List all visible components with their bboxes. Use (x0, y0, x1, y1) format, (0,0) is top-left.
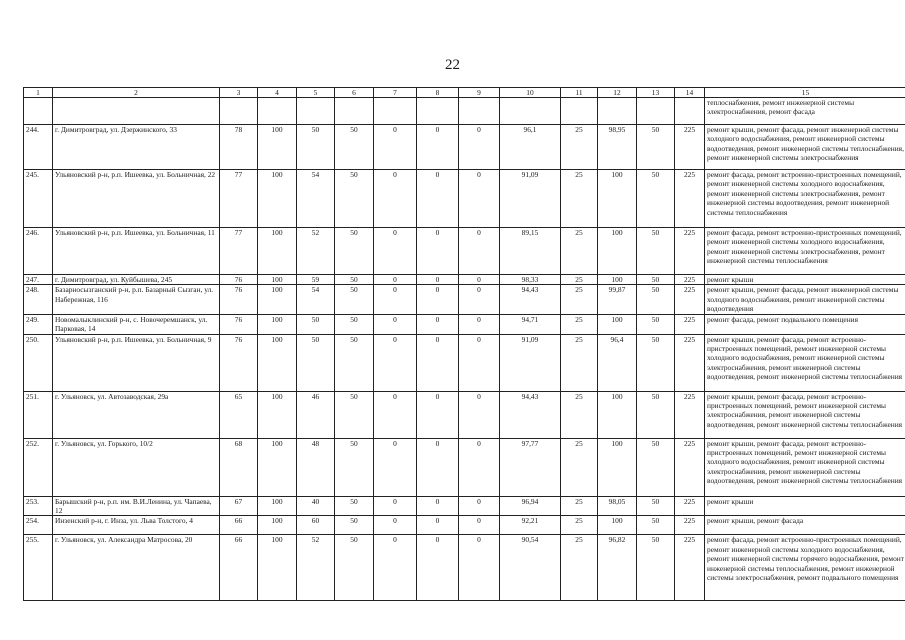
value-cell-col-5: 54 (297, 285, 335, 314)
value-cell-col-3: 76 (220, 285, 258, 314)
value-cell-col-5: 52 (297, 228, 335, 275)
value-cell-col-4: 100 (258, 170, 297, 228)
value-cell-col-8: 0 (417, 314, 459, 334)
page-number: 22 (445, 57, 460, 73)
column-header-1: 1 (24, 88, 53, 98)
value-cell-col-5: 60 (297, 516, 335, 535)
table-row (24, 285, 905, 314)
value-cell-col-7: 0 (374, 496, 417, 516)
value-cell-col-8: 0 (417, 334, 459, 391)
column-header-11: 11 (561, 88, 598, 98)
value-cell-col-14: 225 (675, 516, 705, 535)
address-cell: г. Ульяновск, ул. Автозаводская, 29а (53, 391, 220, 438)
value-cell-col-7: 0 (374, 334, 417, 391)
value-cell-col-10: 89,15 (500, 228, 561, 275)
value-cell-col-7: 0 (374, 275, 417, 285)
value-cell-col-11: 25 (561, 228, 598, 275)
value-cell-col-6: 50 (335, 125, 374, 170)
table-row (24, 275, 905, 285)
value-cell-col-6: 50 (335, 170, 374, 228)
value-cell-col-10: 96,94 (500, 496, 561, 516)
column-header-8: 8 (417, 88, 459, 98)
column-header-5: 5 (297, 88, 335, 98)
repair-registry-table (23, 87, 905, 601)
row-number: 255. (24, 535, 53, 601)
value-cell-col-8: 0 (417, 438, 459, 496)
value-cell-col-13: 50 (637, 535, 675, 601)
value-cell-col-3: 77 (220, 170, 258, 228)
value-cell-col-14: 225 (675, 334, 705, 391)
value-cell-col-8: 0 (417, 535, 459, 601)
row-number: 253. (24, 496, 53, 516)
value-cell-col-12: 96,4 (598, 334, 637, 391)
address-cell: г. Ульяновск, ул. Горького, 10/2 (53, 438, 220, 496)
address-cell: Новомалыклинский р-н, с. Новочеремшанск, ул. Парковая, 14 (53, 314, 220, 334)
table-row (24, 334, 905, 391)
value-cell-col-7: 0 (374, 228, 417, 275)
value-cell-col-6: 50 (335, 334, 374, 391)
row-number: 249. (24, 314, 53, 334)
value-cell-col-13: 50 (637, 275, 675, 285)
value-cell-col-8: 0 (417, 496, 459, 516)
column-header-4: 4 (258, 88, 297, 98)
value-cell-col-11: 25 (561, 275, 598, 285)
address-cell: Ульяновский р-н, р.п. Ишеевка, ул. Больничная, 22 (53, 170, 220, 228)
value-cell-col-13: 50 (637, 314, 675, 334)
works-cell: ремонт крыши (705, 496, 905, 516)
works-cell: ремонт крыши, ремонт фасада, ремонт встроенно-пристроенных помещений, ремонт инженерной системы электроснабжения, ремонт инженерной системы водоотведения, ремонт инженерной системы теплоснабжения (705, 391, 905, 438)
value-cell-col-6: 50 (335, 314, 374, 334)
value-cell-col-11: 25 (561, 125, 598, 170)
value-cell-col-4: 100 (258, 285, 297, 314)
value-cell-col-5: 59 (297, 275, 335, 285)
value-cell-col-12: 100 (598, 275, 637, 285)
works-cell: ремонт крыши, ремонт фасада, ремонт встроенно-пристроенных помещений, ремонт инженерной системы холодного водоснабжения, ремонт инженерной системы электроснабжения, ремонт инженерной системы водоотведения, ремонт инженерной системы теплоснабжения (705, 334, 905, 391)
value-cell-col-4: 100 (258, 391, 297, 438)
value-cell-col-6: 50 (335, 496, 374, 516)
value-cell-col-9: 0 (459, 170, 500, 228)
table-row (24, 314, 905, 334)
value-cell-col-5: 50 (297, 314, 335, 334)
value-cell-col-6: 50 (335, 228, 374, 275)
value-cell-col-10: 91,09 (500, 334, 561, 391)
address-cell: г. Ульяновск, ул. Александра Матросова, 20 (53, 535, 220, 601)
value-cell-col-3: 65 (220, 391, 258, 438)
value-cell-col-7: 0 (374, 125, 417, 170)
value-cell-col-10: 94,71 (500, 314, 561, 334)
value-cell-col-14: 225 (675, 285, 705, 314)
value-cell-col-4: 100 (258, 516, 297, 535)
value-cell-col-10: 94,43 (500, 391, 561, 438)
value-cell-col-11: 25 (561, 285, 598, 314)
value-cell-col-6: 50 (335, 535, 374, 601)
value-cell-col-4: 100 (258, 275, 297, 285)
value-cell-col-9: 0 (459, 275, 500, 285)
table-row (24, 228, 905, 275)
row-number: 248. (24, 285, 53, 314)
value-cell-col-13: 50 (637, 285, 675, 314)
value-cell-col-7: 0 (374, 391, 417, 438)
value-cell-col-14: 225 (675, 314, 705, 334)
row-number: 244. (24, 125, 53, 170)
address-cell: Инзенский р-н, г. Инза, ул. Льва Толстого, 4 (53, 516, 220, 535)
value-cell-col-8: 0 (417, 170, 459, 228)
value-cell-col-7: 0 (374, 535, 417, 601)
works-cell: ремонт крыши, ремонт фасада, ремонт инженерной системы холодного водоснабжения, ремонт инженерной системы водоотведения (705, 285, 905, 314)
value-cell-col-9: 0 (459, 314, 500, 334)
value-cell-col-5: 52 (297, 535, 335, 601)
value-cell-col-6: 50 (335, 438, 374, 496)
value-cell-col-12: 100 (598, 438, 637, 496)
value-cell-col-5: 54 (297, 170, 335, 228)
value-cell-col-9: 0 (459, 228, 500, 275)
value-cell-col-11: 25 (561, 170, 598, 228)
value-cell-col-11: 25 (561, 391, 598, 438)
value-cell-col-4: 100 (258, 438, 297, 496)
table-row (24, 391, 905, 438)
value-cell-col-13: 50 (637, 516, 675, 535)
column-header-3: 3 (220, 88, 258, 98)
table-body (24, 98, 905, 601)
value-cell-col-9: 0 (459, 496, 500, 516)
column-header-13: 13 (637, 88, 675, 98)
column-header-9: 9 (459, 88, 500, 98)
value-cell-col-13: 50 (637, 170, 675, 228)
value-cell-col-13: 50 (637, 334, 675, 391)
works-cell: ремонт крыши, ремонт фасада (705, 516, 905, 535)
row-number: 246. (24, 228, 53, 275)
table-row (24, 496, 905, 516)
address-cell: Барышский р-н, р.п. им. В.И.Ленина, ул. Чапаева, 12 (53, 496, 220, 516)
header-row (24, 88, 905, 98)
row-number: 250. (24, 334, 53, 391)
value-cell-col-3: 66 (220, 516, 258, 535)
table-row (24, 535, 905, 601)
value-cell-col-6: 50 (335, 516, 374, 535)
value-cell-col-10: 94,43 (500, 285, 561, 314)
value-cell-col-8: 0 (417, 516, 459, 535)
value-cell-col-14: 225 (675, 125, 705, 170)
address-cell: Базарносызганский р-н, р.п. Базарный Сызган, ул. Набережная, 116 (53, 285, 220, 314)
value-cell-col-13: 50 (637, 228, 675, 275)
column-header-6: 6 (335, 88, 374, 98)
value-cell-col-14: 225 (675, 438, 705, 496)
value-cell-col-3: 66 (220, 535, 258, 601)
value-cell-col-9: 0 (459, 535, 500, 601)
value-cell-col-14: 225 (675, 535, 705, 601)
value-cell-col-3: 76 (220, 275, 258, 285)
value-cell-col-12: 100 (598, 391, 637, 438)
value-cell-col-13: 50 (637, 438, 675, 496)
works-cell: ремонт фасада, ремонт встроенно-пристроенных помещений, ремонт инженерной системы холодного водоснабжения, ремонт инженерной системы электроснабжения, ремонт инженерной системы теплоснабжения (705, 228, 905, 275)
value-cell-col-7: 0 (374, 438, 417, 496)
value-cell-col-12: 99,87 (598, 285, 637, 314)
carryover-row (24, 98, 905, 125)
value-cell-col-13: 50 (637, 391, 675, 438)
value-cell-col-5: 40 (297, 496, 335, 516)
carryover-works: теплоснабжения, ремонт инженерной системы электроснабжения, ремонт фасада (705, 98, 905, 125)
address-cell: Ульяновский р-н, р.п. Ишеевка, ул. Больничная, 9 (53, 334, 220, 391)
works-cell: ремонт крыши, ремонт фасада, ремонт инженерной системы холодного водоснабжения, ремонт инженерной системы водоотведения, ремонт инженерной системы теплоснабжения, ремонт инженерной системы электроснабжения (705, 125, 905, 170)
value-cell-col-9: 0 (459, 516, 500, 535)
row-number: 252. (24, 438, 53, 496)
works-cell: ремонт фасада, ремонт встроенно-пристроенных помещений, ремонт инженерной системы холодного водоснабжения, ремонт инженерной системы электроснабжения, ремонт инженерной системы водоотведения, ремонт инженерной системы теплоснабжения (705, 170, 905, 228)
works-cell: ремонт крыши, ремонт фасада, ремонт встроенно-пристроенных помещений, ремонт инженерной системы холодного водоснабжения, ремонт инженерной системы электроснабжения, ремонт инженерной системы водоотведения, ремонт инженерной системы теплоснабжения (705, 438, 905, 496)
works-cell: ремонт фасада, ремонт встроенно-пристроенных помещений, ремонт инженерной системы холодного водоснабжения, ремонт инженерной системы горячего водоснабжения, ремонт инженерной системы теплоснабжения, ремонт инженерной системы электроснабжения, ремонт подвального помещения (705, 535, 905, 601)
value-cell-col-3: 67 (220, 496, 258, 516)
column-header-14: 14 (675, 88, 705, 98)
address-cell: г. Димитровград, ул. Куйбышева, 245 (53, 275, 220, 285)
column-header-10: 10 (500, 88, 561, 98)
value-cell-col-5: 46 (297, 391, 335, 438)
value-cell-col-11: 25 (561, 496, 598, 516)
value-cell-col-11: 25 (561, 334, 598, 391)
table-row (24, 125, 905, 170)
value-cell-col-10: 92,21 (500, 516, 561, 535)
value-cell-col-12: 100 (598, 228, 637, 275)
value-cell-col-6: 50 (335, 285, 374, 314)
column-header-7: 7 (374, 88, 417, 98)
address-cell: г. Димитровград, ул. Дзержинского, 33 (53, 125, 220, 170)
value-cell-col-5: 48 (297, 438, 335, 496)
value-cell-col-8: 0 (417, 391, 459, 438)
works-cell: ремонт крыши (705, 275, 905, 285)
value-cell-col-6: 50 (335, 275, 374, 285)
value-cell-col-8: 0 (417, 228, 459, 275)
works-cell: ремонт фасада, ремонт подвального помещения (705, 314, 905, 334)
value-cell-col-12: 96,82 (598, 535, 637, 601)
value-cell-col-7: 0 (374, 314, 417, 334)
value-cell-col-4: 100 (258, 125, 297, 170)
value-cell-col-3: 68 (220, 438, 258, 496)
value-cell-col-4: 100 (258, 334, 297, 391)
column-header-12: 12 (598, 88, 637, 98)
row-number: 254. (24, 516, 53, 535)
value-cell-col-13: 50 (637, 496, 675, 516)
value-cell-col-11: 25 (561, 438, 598, 496)
value-cell-col-3: 76 (220, 334, 258, 391)
table-row (24, 170, 905, 228)
value-cell-col-5: 50 (297, 125, 335, 170)
column-header-2: 2 (53, 88, 220, 98)
value-cell-col-3: 77 (220, 228, 258, 275)
value-cell-col-10: 96,1 (500, 125, 561, 170)
value-cell-col-7: 0 (374, 516, 417, 535)
table-row (24, 516, 905, 535)
value-cell-col-7: 0 (374, 170, 417, 228)
value-cell-col-11: 25 (561, 535, 598, 601)
value-cell-col-9: 0 (459, 334, 500, 391)
value-cell-col-12: 100 (598, 170, 637, 228)
value-cell-col-14: 225 (675, 170, 705, 228)
value-cell-col-8: 0 (417, 125, 459, 170)
value-cell-col-6: 50 (335, 391, 374, 438)
value-cell-col-8: 0 (417, 275, 459, 285)
value-cell-col-12: 98,95 (598, 125, 637, 170)
value-cell-col-10: 97,77 (500, 438, 561, 496)
value-cell-col-3: 76 (220, 314, 258, 334)
column-header-15: 15 (705, 88, 905, 98)
value-cell-col-4: 100 (258, 314, 297, 334)
value-cell-col-14: 225 (675, 275, 705, 285)
value-cell-col-9: 0 (459, 125, 500, 170)
address-cell: Ульяновский р-н, р.п. Ишеевка, ул. Больничная, 11 (53, 228, 220, 275)
value-cell-col-5: 50 (297, 334, 335, 391)
value-cell-col-14: 225 (675, 496, 705, 516)
row-number: 247. (24, 275, 53, 285)
value-cell-col-3: 78 (220, 125, 258, 170)
value-cell-col-11: 25 (561, 314, 598, 334)
value-cell-col-14: 225 (675, 391, 705, 438)
value-cell-col-13: 50 (637, 125, 675, 170)
value-cell-col-12: 98,05 (598, 496, 637, 516)
table-row (24, 438, 905, 496)
value-cell-col-11: 25 (561, 516, 598, 535)
value-cell-col-10: 91,09 (500, 170, 561, 228)
value-cell-col-4: 100 (258, 535, 297, 601)
value-cell-col-4: 100 (258, 228, 297, 275)
value-cell-col-7: 0 (374, 285, 417, 314)
value-cell-col-4: 100 (258, 496, 297, 516)
row-number: 251. (24, 391, 53, 438)
value-cell-col-12: 100 (598, 314, 637, 334)
value-cell-col-8: 0 (417, 285, 459, 314)
value-cell-col-14: 225 (675, 228, 705, 275)
value-cell-col-9: 0 (459, 438, 500, 496)
value-cell-col-12: 100 (598, 516, 637, 535)
value-cell-col-9: 0 (459, 285, 500, 314)
value-cell-col-10: 90,54 (500, 535, 561, 601)
row-number: 245. (24, 170, 53, 228)
value-cell-col-9: 0 (459, 391, 500, 438)
value-cell-col-10: 98,33 (500, 275, 561, 285)
